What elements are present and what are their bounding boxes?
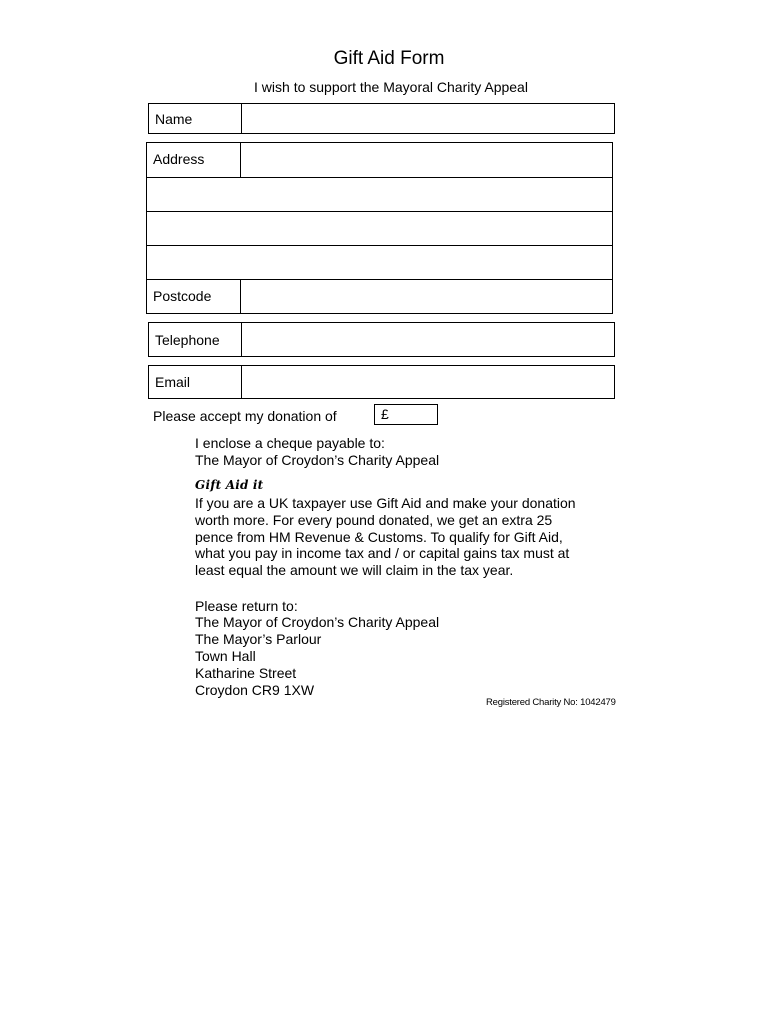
email-field[interactable] xyxy=(245,368,613,398)
address-row-line-4 xyxy=(147,279,612,280)
gift-aid-logo: Gift Aid it xyxy=(195,478,264,492)
postcode-field[interactable] xyxy=(244,282,610,313)
telephone-field[interactable] xyxy=(245,325,613,356)
donation-amount-box xyxy=(374,404,438,425)
email-box xyxy=(148,365,615,399)
address-line-3-field[interactable] xyxy=(151,214,610,245)
address-row-line-2 xyxy=(147,211,612,212)
cheque-line-1: I enclose a cheque payable to: xyxy=(195,435,385,451)
cheque-line-2: The Mayor of Croydon’s Charity Appeal xyxy=(195,452,440,468)
email-divider xyxy=(241,366,242,398)
gift-aid-line-4: what you pay in income tax and / or capital gains tax must at xyxy=(195,545,570,561)
gift-aid-line-5: least equal the amount we will claim in the tax year. xyxy=(195,562,514,578)
return-intro: Please return to: xyxy=(195,598,298,614)
page-subtitle: I wish to support the Mayoral Charity Appeal xyxy=(254,79,528,95)
registered-charity-number: Registered Charity No: 1042479 xyxy=(486,697,616,708)
address-line-2-field[interactable] xyxy=(151,180,610,211)
return-address-line-3: Town Hall xyxy=(195,648,256,664)
donation-label: Please accept my donation of xyxy=(153,408,337,424)
postcode-divider xyxy=(240,279,241,313)
page-title: Gift Aid Form xyxy=(333,48,445,69)
name-box xyxy=(148,103,615,134)
address-divider xyxy=(240,143,241,177)
address-line-1-field[interactable] xyxy=(244,145,610,177)
return-address-line-1: The Mayor of Croydon’s Charity Appeal xyxy=(195,614,440,630)
name-label: Name xyxy=(155,111,193,127)
telephone-box xyxy=(148,322,615,357)
address-line-4-field[interactable] xyxy=(151,248,610,279)
name-divider xyxy=(241,104,242,133)
address-row-line-1 xyxy=(147,177,612,178)
return-address-line-2: The Mayor’s Parlour xyxy=(195,631,322,647)
gift-aid-line-2: worth more. For every pound donated, we get an extra 25 xyxy=(195,512,553,528)
telephone-label: Telephone xyxy=(155,332,220,348)
address-row-line-3 xyxy=(147,245,612,246)
donation-amount-field[interactable] xyxy=(393,406,439,425)
gift-aid-line-1: If you are a UK taxpayer use Gift Aid and make your donation xyxy=(195,495,576,511)
pound-sign: £ xyxy=(381,406,389,422)
name-field[interactable] xyxy=(245,106,613,133)
gift-aid-line-3: pence from HM Revenue & Customs. To qualify for Gift Aid, xyxy=(195,529,563,545)
return-address-line-4: Katharine Street xyxy=(195,665,297,681)
address-box xyxy=(146,142,613,314)
telephone-divider xyxy=(241,323,242,356)
email-label: Email xyxy=(155,374,191,390)
postcode-label: Postcode xyxy=(153,288,212,304)
address-label: Address xyxy=(153,151,205,167)
return-address-line-5: Croydon CR9 1XW xyxy=(195,682,315,698)
